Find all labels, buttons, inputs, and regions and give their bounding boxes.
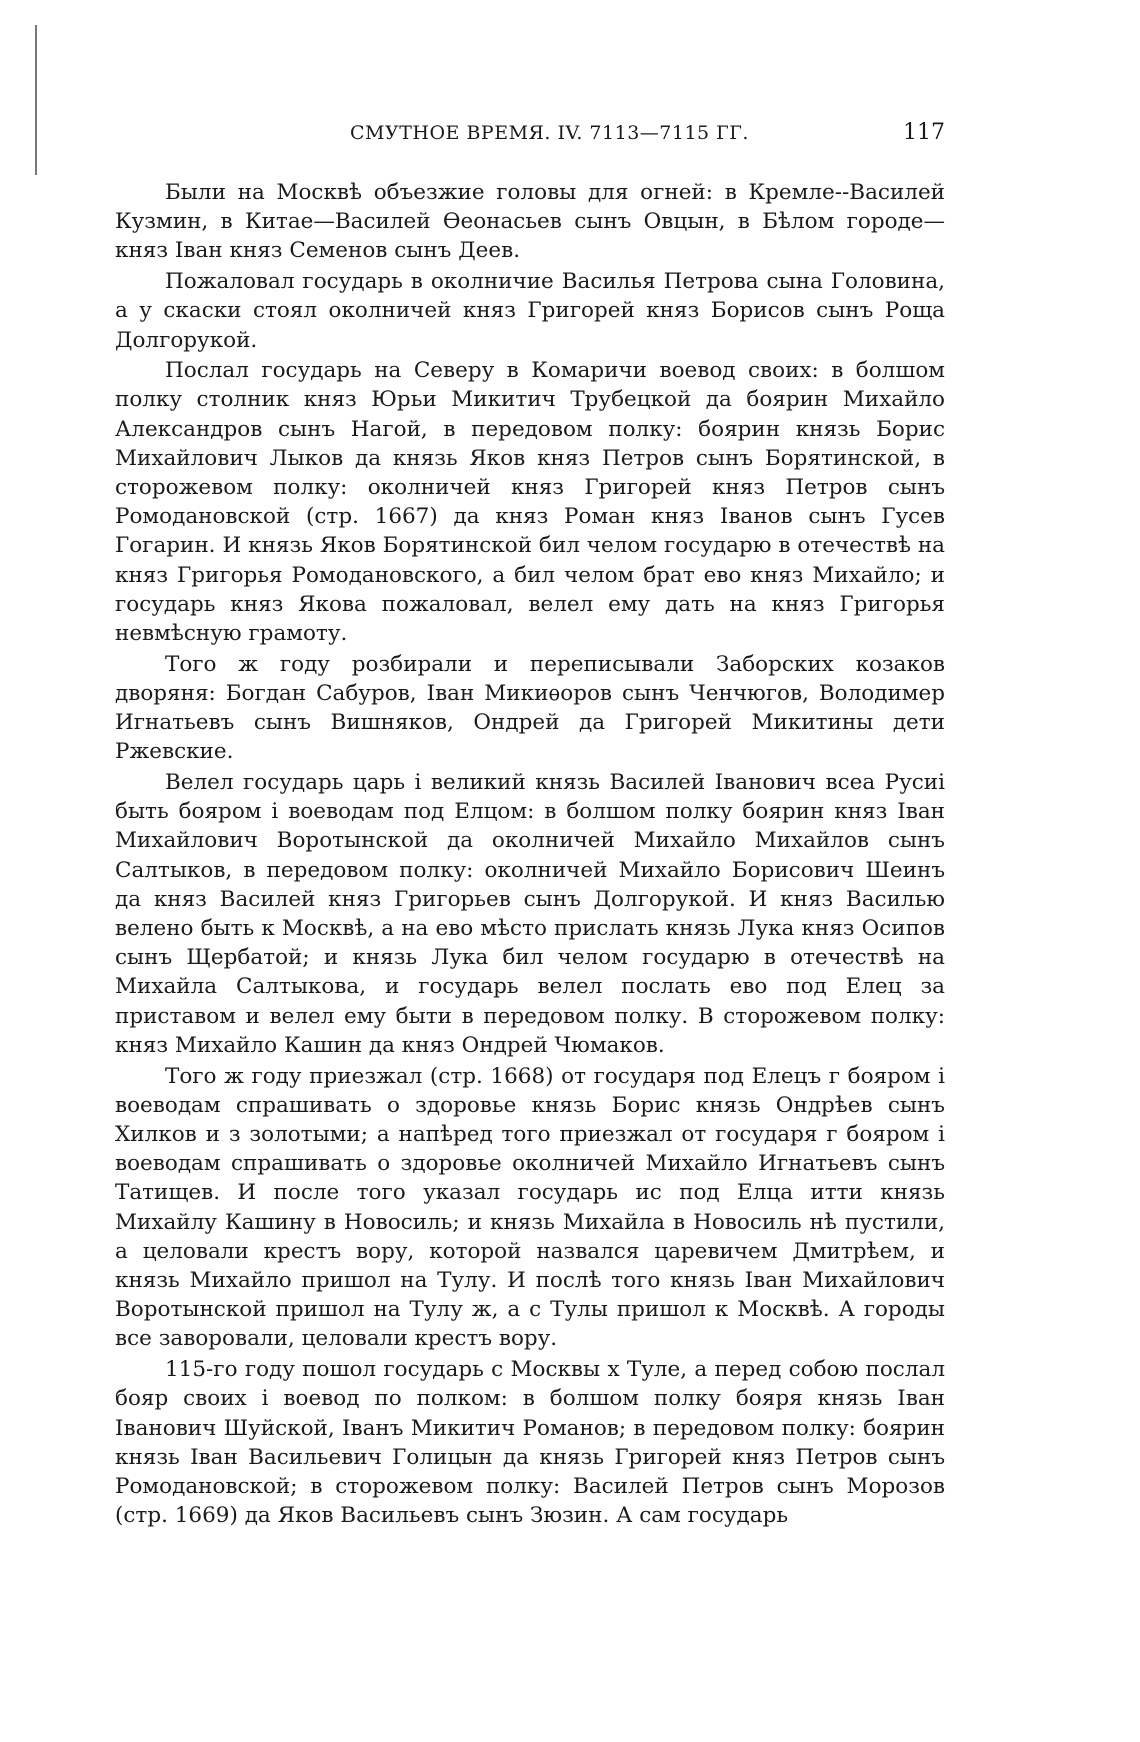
paragraph: Пожаловал государь в околничие Василья Петрова сына Головина, а у скаски стоял околничей княз Григорей княз Борисов сынъ Роща Долгорукой.	[115, 269, 945, 353]
paragraph: Того ж году розбирали и переписывали Заборских козаков дворяня: Богдан Сабуров, Іван Микиѳоров сынъ Ченчюгов, Володимер Игнатьевъ сынъ Вишняков, Ондрей да Григорей Микитины дети Ржевские.	[115, 651, 945, 765]
page-header	[115, 122, 945, 152]
paragraph: 115-го году пошол государь с Москвы х Туле, а перед собою послал бояр своих і воевод по полком: в болшом полку бояря князь Іван Іванович Шуйской, Іванъ Микитич Романов; в передовом полку: боярин князь Іван Васильевич Голицын да князь Григорей княз Петров сынъ Ромодановской; в сторожевом полку: Василей Петров сынъ Морозов (стр. 1669) да Яков Васильевъ сынъ Зюзин. А сам государь	[115, 1357, 945, 1529]
page-number: 117	[903, 120, 945, 145]
body-text	[115, 178, 945, 1532]
paragraph: Велел государь царь і великий князь Василей Іванович всеа Русиі быть бояром і воеводам под Елцом: в болшом полку боярин княз Іван Михайлович Воротынской да околничей Михайло Михайлов сынъ Салтыков, в передовом полку: околничей Михайло Борисович Шеинъ да княз Василей княз Григорьев сынъ Долгорукой. И княз Василью велено быть к Москвѣ, а на ево мѣсто прислать князь Лука княз Осипов сынъ Щербатой; и князь Лука бил челом государю в отечествѣ на Михайла Салтыкова, и государь велел послать ево под Елец за приставом и велел ему быти в передовом полку. В сторожевом полку: княз Михайло Кашин да княз Ондрей Чюмаков.	[115, 770, 945, 1058]
paragraph: Послал государь на Северу в Комаричи воевод своих: в болшом полку столник княз Юрьи Микитич Трубецкой да боярин Михайло Александров сынъ Нагой, в передовом полку: боярин князь Борис Михайлович Лыков да князь Яков княз Петров сынъ Борятинской, в сторожевом полку: околничей княз Григорей княз Петров сынъ Ромодановской (стр. 1667) да княз Роман княз Іванов сынъ Гусев Гогарин. И князь Яков Борятинской бил челом государю в отечествѣ на княз Григорья Ромодановского, а бил челом брат ево княз Михайло; и государь княз Якова пожаловал, велел ему дать на княз Григорья невмѣсную грамоту.	[115, 358, 945, 647]
paragraph: Были на Москвѣ объезжие головы для огней: в Кремле--Василей Кузмин, в Китае—Василей Өеонасьев сынъ Овцын, в Бѣлом городе—княз Іван княз Семенов сынъ Деев.	[115, 180, 945, 264]
paragraph: Того ж году приезжал (стр. 1668) от государя под Елецъ г бояром і воеводам спрашивать о здоровье князь Борис князь Ондрѣев сынъ Хилков и з золотыми; а напѣред того приезжал от государя г бояром і воеводам спрашивать о здоровье околничей Михайло Игнатьевъ сынъ Татищев. И после того указал государь ис под Елца итти князь Михайлу Кашину в Новосиль; и князь Михайла в Новосиль нѣ пустили, а целовали крестъ вору, которой назвался царевичем Дмитрѣем, и князь Михайло пришол на Тулу. И послѣ того князь Іван Михайлович Воротынской пришол на Тулу ж, а с Тулы пришол к Москвѣ. А городы все заворовали, целовали крестъ вору.	[115, 1063, 945, 1352]
binding-edge-line	[35, 25, 37, 175]
running-head: СМУТНОЕ ВРЕМЯ. IV. 7113—7115 ГГ.	[350, 122, 749, 144]
